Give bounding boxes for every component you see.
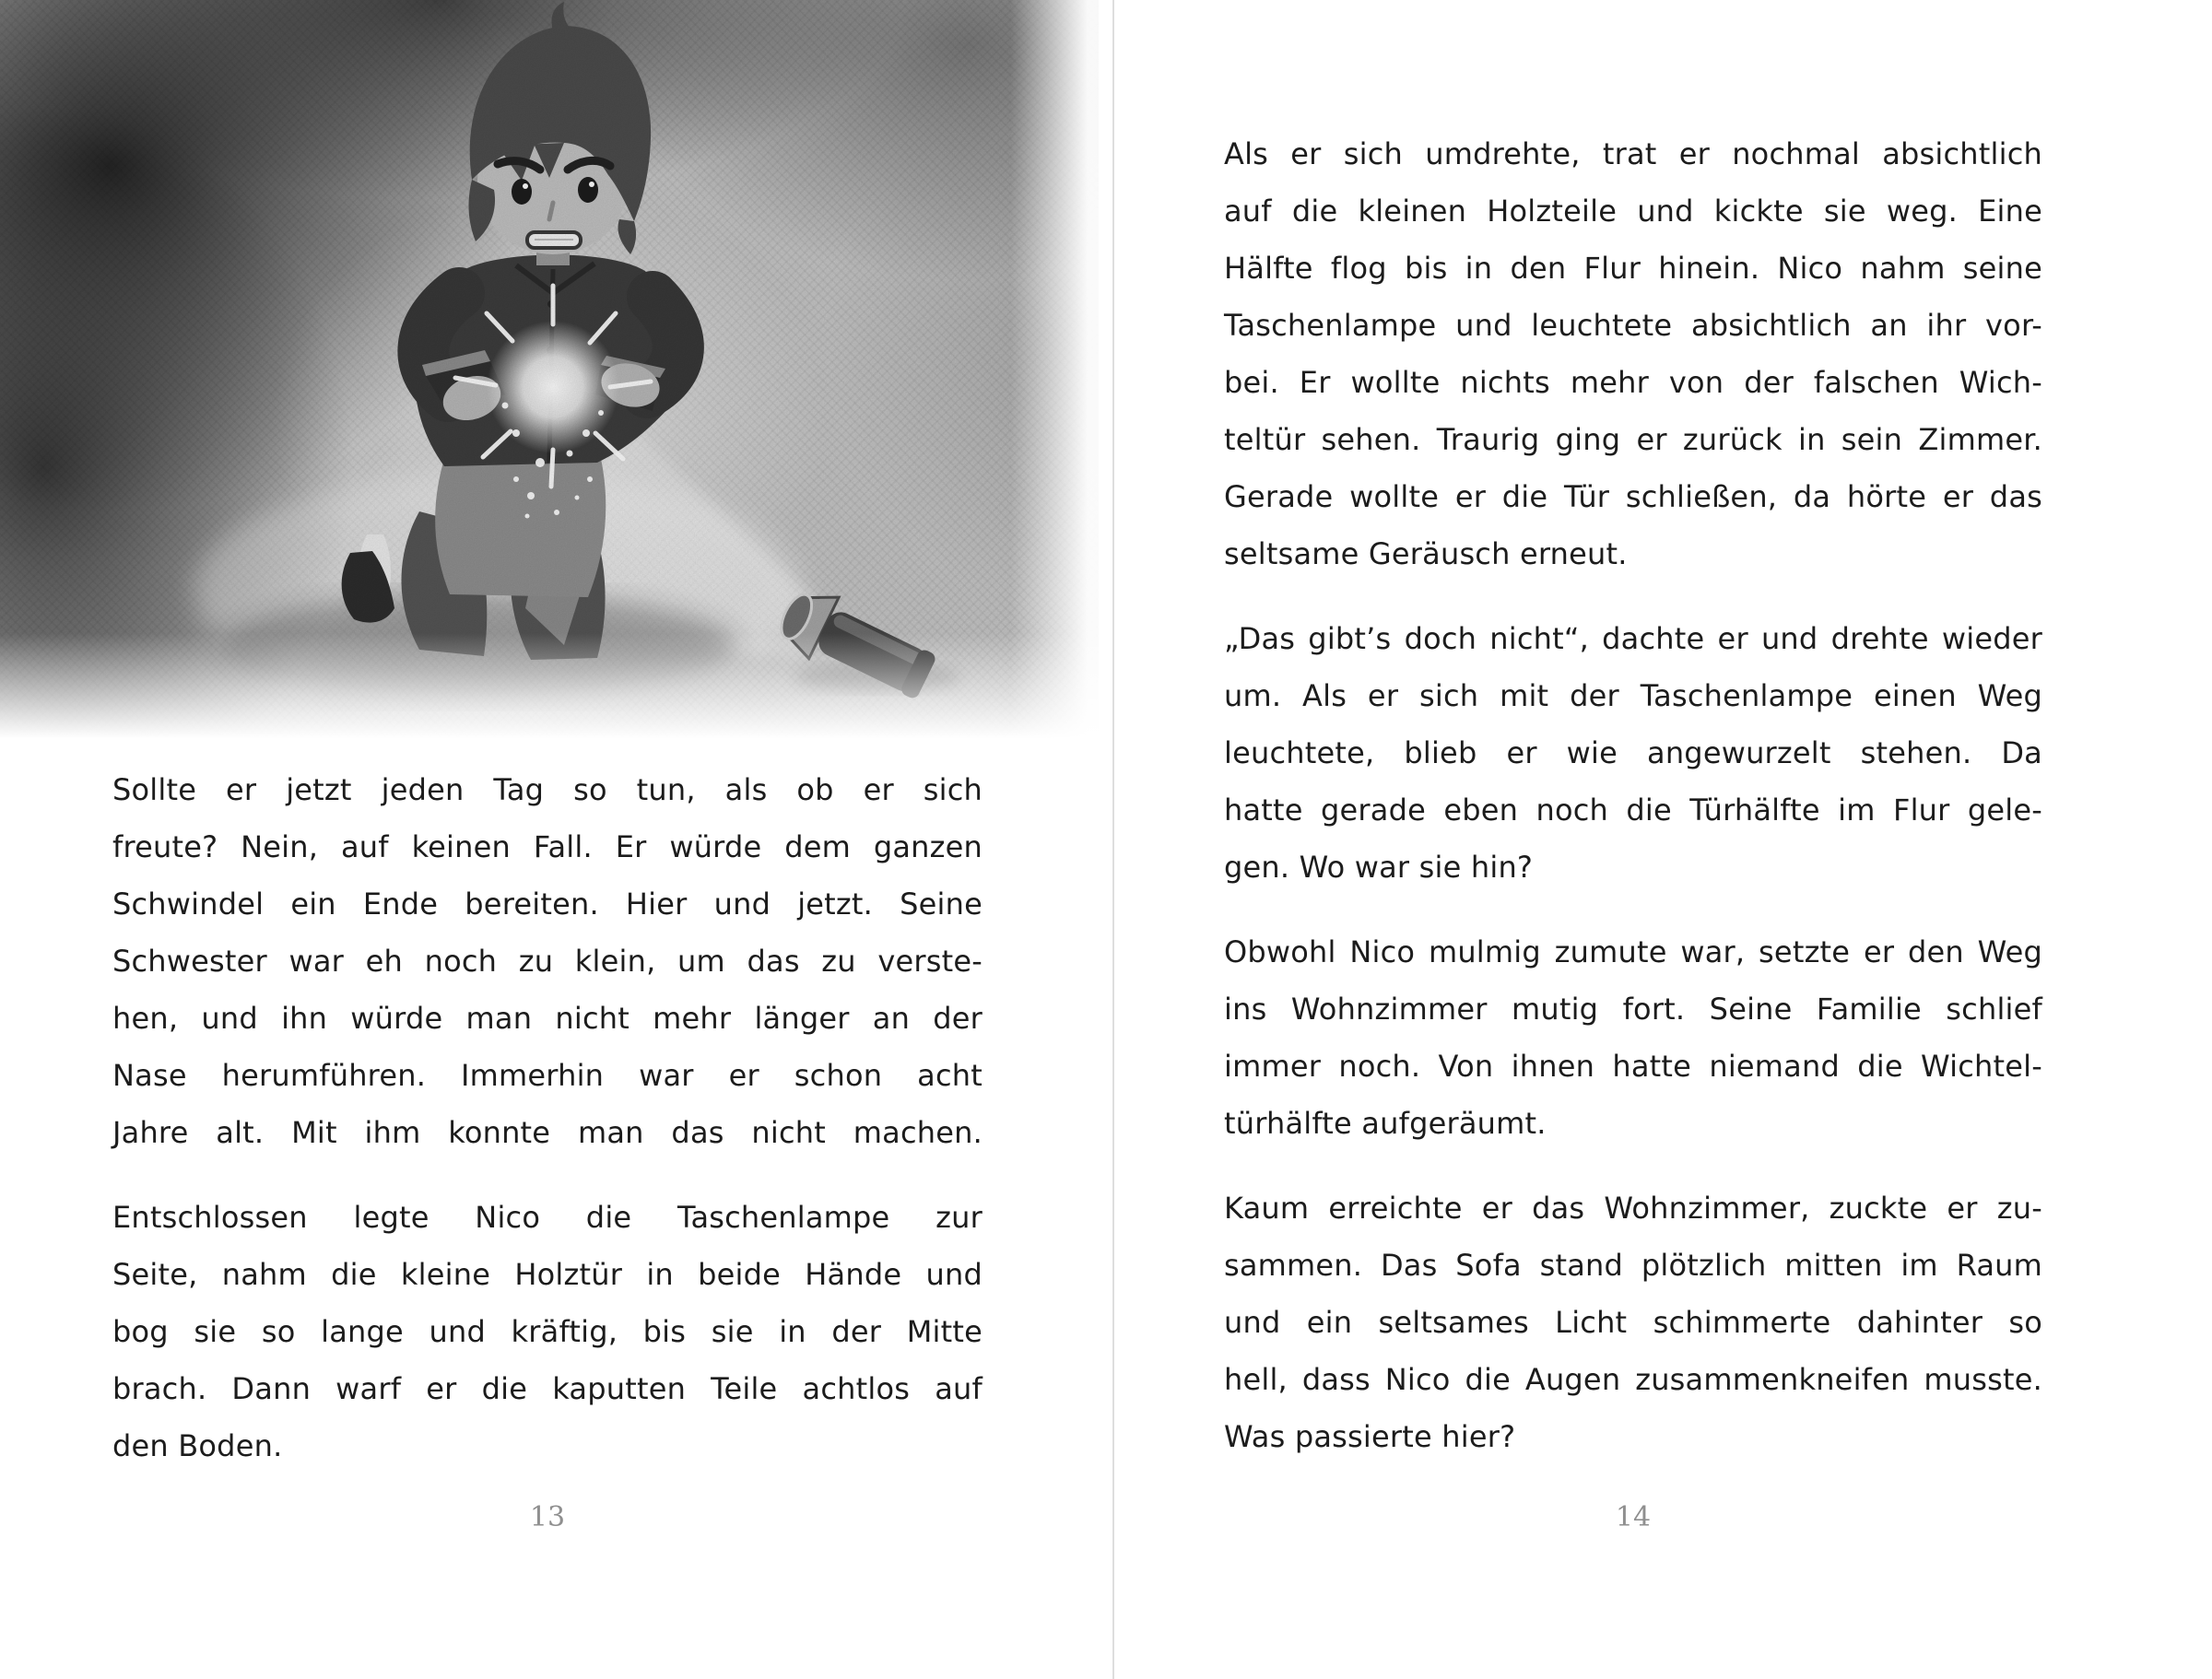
text-line: Schwester war eh noch zu klein, um das zu verste- — [112, 944, 982, 979]
page-gutter-divider — [1112, 0, 1114, 1679]
page-number-left: 13 — [529, 1501, 566, 1533]
page-right-text — [1224, 125, 2042, 1493]
text-line: um. Als er sich mit der Taschenlampe einen Weg — [1224, 678, 2042, 713]
text-line: sammen. Das Sofa stand plötzlich mitten im Raum — [1224, 1248, 2042, 1283]
text-line: hatte gerade eben noch die Türhälfte im Flur gele- — [1224, 793, 2042, 828]
text-line: hell, dass Nico die Augen zusammenkneifen musste. — [1224, 1362, 2042, 1397]
text-line: freute? Nein, auf keinen Fall. Er würde dem ganzen — [112, 829, 982, 864]
paragraph — [1224, 923, 2042, 1152]
text-line: leuchtete, blieb er wie angewurzelt stehen. Da — [1224, 735, 2042, 770]
page-number-right: 14 — [1615, 1501, 1652, 1533]
text-line: Taschenlampe und leuchtete absichtlich an ihr vor- — [1224, 308, 2042, 343]
text-line: türhälfte aufgeräumt. — [1224, 1106, 1547, 1141]
text-line: Gerade wollte er die Tür schließen, da hörte er das — [1224, 479, 2042, 514]
text-line: Jahre alt. Mit ihm konnte man das nicht machen. — [112, 1115, 982, 1150]
text-line: Schwindel ein Ende bereiten. Hier und jetzt. Seine — [112, 886, 982, 922]
text-line: bog sie so lange und kräftig, bis sie in der Mitte — [112, 1314, 982, 1349]
paragraph — [1224, 125, 2042, 582]
paragraph — [1224, 610, 2042, 896]
text-line: seltsame Geräusch erneut. — [1224, 536, 1628, 571]
text-line: brach. Dann warf er die kaputten Teile achtlos auf — [112, 1371, 982, 1406]
text-line: teltür sehen. Traurig ging er zurück in sein Zimmer. — [1224, 422, 2042, 457]
text-line: gen. Wo war sie hin? — [1224, 850, 1534, 885]
text-line: Nase herumführen. Immerhin war er schon acht — [112, 1058, 982, 1093]
paper-grain-texture — [0, 0, 1099, 754]
text-line: Als er sich umdrehte, trat er nochmal absichtlich — [1224, 136, 2042, 171]
text-line: Kaum erreichte er das Wohnzimmer, zuckte er zu- — [1224, 1191, 2042, 1226]
illustration-svg — [0, 0, 1099, 754]
text-line: Hälfte flog bis in den Flur hinein. Nico nahm seine — [1224, 251, 2042, 286]
paragraph — [112, 1189, 982, 1474]
text-line: Seite, nahm die kleine Holztür in beide Hände und — [112, 1257, 982, 1292]
text-line: auf die kleinen Holzteile und kickte sie weg. Eine — [1224, 194, 2042, 229]
paragraph — [112, 761, 982, 1161]
text-line: den Boden. — [112, 1428, 283, 1463]
illustration-boy-breaking-door — [0, 0, 1099, 754]
text-line: Sollte er jetzt jeden Tag so tun, als ob er sich — [112, 772, 982, 807]
text-line: „Das gibt’s doch nicht“, dachte er und drehte wieder — [1224, 621, 2042, 656]
page-left-text — [112, 761, 982, 1502]
text-line: bei. Er wollte nichts mehr von der falschen Wich- — [1224, 365, 2042, 400]
text-line: und ein seltsames Licht schimmerte dahinter so — [1224, 1305, 2042, 1340]
text-line: Entschlossen legte Nico die Taschenlampe zur — [112, 1200, 982, 1235]
text-line: Obwohl Nico mulmig zumute war, setzte er den Weg — [1224, 934, 2042, 969]
text-line: hen, und ihn würde man nicht mehr länger an der — [112, 1001, 982, 1036]
text-line: immer noch. Von ihnen hatte niemand die Wichtel- — [1224, 1049, 2042, 1084]
paragraph — [1224, 1180, 2042, 1465]
text-line: ins Wohnzimmer mutig fort. Seine Familie schlief — [1224, 992, 2042, 1027]
text-line: Was passierte hier? — [1224, 1419, 1516, 1454]
